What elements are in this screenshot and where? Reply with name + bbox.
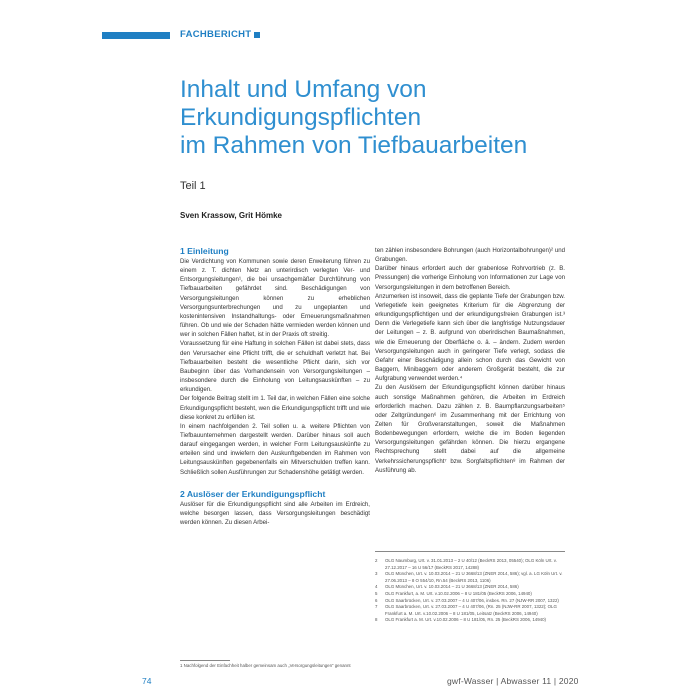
heading-triggers: 2 Auslöser der Erkundigungspflicht [180, 488, 326, 499]
footnote: 5 OLG Frankfurt, a. M. Urt. v.10.02.2006 – 8 U 181/05 (BeckRS 2006, 14940) [375, 590, 532, 596]
paragraph: In einem nachfolgenden 2. Teil sollen u. a. weitere Pflichten von Tiefbauunternehmen dargestellt werden. Darüber hinaus soll auch darauf eingegangen werden, in welcher Form Leitungsauskünfte zu erteilen sind und inwiefern den Auskunftgebenden im Rahmen von Leitungsauskünften gegebenenfalls ein Mitverschulden treffen kann. Schließlich sollen Ausführungen zur Schadenshöhe getätigt werden. [180, 422, 370, 476]
paragraph: Die Verdichtung von Kommunen sowie deren Erweiterung führen zu einem z. T. dichten Netz an unterirdisch verlegten Ver- und Entsorgungsleitungen¹, die bei unsachgemäßer Durchführung von Tiefbauarbeiten gefährdet sind. Beschädigungen von Versorgungsleitungen können zu erheblichen Versorgungsunterbrechungen und zu ungeplanten und kostenintensiven Instandhaltungs- oder Erneuerungsmaßnahmen führen. Ob und wie der Schaden hätte vermieden werden können und wer in solchen Fällen haftet, ist in der Praxis oft streitig. [180, 258, 370, 339]
footnotes [375, 558, 565, 624]
paragraph: Anzumerken ist insoweit, dass die geplante Tiefe der Grabungen bzw. Verlegetiefe kein geeignetes Kriterium für die Abgrenzung der erkundigungspflichtigen und der erkundigungsfreien Grabungen ist.³ Denn die Verlegetiefe kann sich über die langfristige Nutzungsdauer der Leitungen – z. B. aufgrund von oberirdischen Baumaßnahmen, wie die Erneuerung der Oberfläche o. ä. – ändern. Zudem werden Versorgungsleitungen auch in geringerer Tiefe verlegt, sodass die Gefahr einer Beschädigung allein schon durch das Gewicht von Baggern, Minibaggern oder anderem Großgerät besteht, die zur Aufgrabung verwendet werden.⁴ [375, 292, 565, 383]
article-title [180, 76, 680, 160]
footnote: 3 OLG München, Urt. v. 10.03.2014 – 21 U 3668/13 (ZNER 2014, 586); vgl. a. LG Köln Urt. v. 27.06.2013 – 8 O 554/10, Rn.54 (BeckRS 2013, 1106) [375, 571, 563, 583]
title-line: im Rahmen von Tiefbauarbeiten [180, 132, 528, 159]
top-bar [0, 0, 700, 6]
paragraph: Voraussetzung für eine Haftung in solchen Fällen ist dabei stets, dass den Verursacher eine Pflicht trifft, die er schuldhaft verletzt hat. Bei Tiefbauarbeiten besteht die wesentliche Pflicht darin, sich vor Baubeginn über das Vorhandensein von Versorgungsleitungen – insbesondere durch die Einholung von Leitungsauskünften – zu erkundigen. [180, 340, 370, 394]
footnote-1: 1 Nachfolgend der Einfachheit halber gemeinsam auch „Versorgungsleitungen“ genannt [180, 663, 351, 668]
paragraph: Darüber hinaus erfordert auch der grabenlose Rohrvortrieb (z. B. Pressungen) die vorherige Einholung von Informationen zur Lage von Versorgungsleitungen in dem betroffenen Bereich. [375, 265, 565, 291]
article-subtitle: Teil 1 [180, 180, 206, 192]
page-number: 74 [142, 676, 152, 686]
journal-footer: gwf-Wasser | Abwasser 11 | 2020 [447, 676, 579, 686]
right-column [375, 246, 565, 475]
section-square-icon [254, 32, 260, 38]
footnote: 4 OLG München, Urt. v. 10.03.2014 – 21 U 3668/13 (ZNER 2014, 586) [375, 584, 519, 590]
paragraph: ten zählen insbesondere Bohrungen (auch Horizontalbohrungen)² und Grabungen. [375, 247, 565, 264]
authors: Sven Krassow, Grit Hömke [180, 211, 282, 220]
title-line: Erkundigungspflichten [180, 104, 422, 131]
footnote: 6 OLG Saarbrücken, Urt. v. 27.03.2007 – 4 U 407/06, insbes. Rn. 27 (NJW-RR 2007, 1322) [375, 597, 559, 603]
left-column [180, 246, 370, 527]
footnote: 2 OLG Naumburg, Urt. v. 31.01.2013 – 2 U 40/12 (BeckRS 2013, 05540); OLG Köln Urt. v. 27.12.2017 – 16 U 56/17 (BeckRS 2017, 14288) [375, 558, 557, 570]
footnote: 7 OLG Saarbrücken, Urt. v. 27.03.2007 – 4 U 407/06, (Rn. 25 (NJW-RR 2007, 1322); OLG Frankfurt a. M. Urt. v.10.02.2006 – 8 U 181/05, Leitsatz (BeckRS 2006, 14940) [375, 604, 557, 616]
paragraph: Auslöser für die Erkundigungspflicht sind alle Arbeiten im Erdreich, welche besorgen lassen, dass Versorgungsleitungen beschädigt werden können. Zu diesen Arbei- [180, 500, 370, 527]
paragraph: Der folgende Beitrag stellt im 1. Teil dar, in welchen Fällen eine solche Erkundigungspflicht besteht, wen die Erkundigungspflicht trifft und wie diese konkret zu erfüllen ist. [180, 395, 370, 421]
title-line: Inhalt und Umfang von [180, 76, 427, 103]
section-accent-bar [102, 32, 170, 39]
paragraph: Zu den Auslösern der Erkundigungspflicht können darüber hinaus auch sonstige Maßnahmen gehören, die Arbeiten im Erdreich erforderlich machen. Dazu zählen z. B. Baumpflanzungsarbeiten⁵ oder Zeltgründungen⁶ im Zusammenhang mit der Errichtung von Zelten für Großveranstaltungen, soweit die Maßnahmen Bodenbewegungen erfordern, welche die im Boden liegenden Versorgungsleitungen gefährden können. Die hierzu ergangene Rechtsprechung stellt dabei auf die allgemeine Verkehrssicherungspflicht⁷ bzw. Sorgfaltspflichten⁸ im Rahmen der Ausführung ab. [375, 384, 565, 474]
footnote-divider [180, 660, 230, 661]
footnote: 8 OLG Frankfurt a. M. Urt. v.10.02.2006 – 8 U 181/05, Rn. 25 (BeckRS 2006, 14940) [375, 617, 546, 623]
heading-introduction: 1 Einleitung [180, 246, 229, 256]
section-label: FACHBERICHT [180, 29, 252, 40]
footnote-divider [375, 551, 565, 552]
